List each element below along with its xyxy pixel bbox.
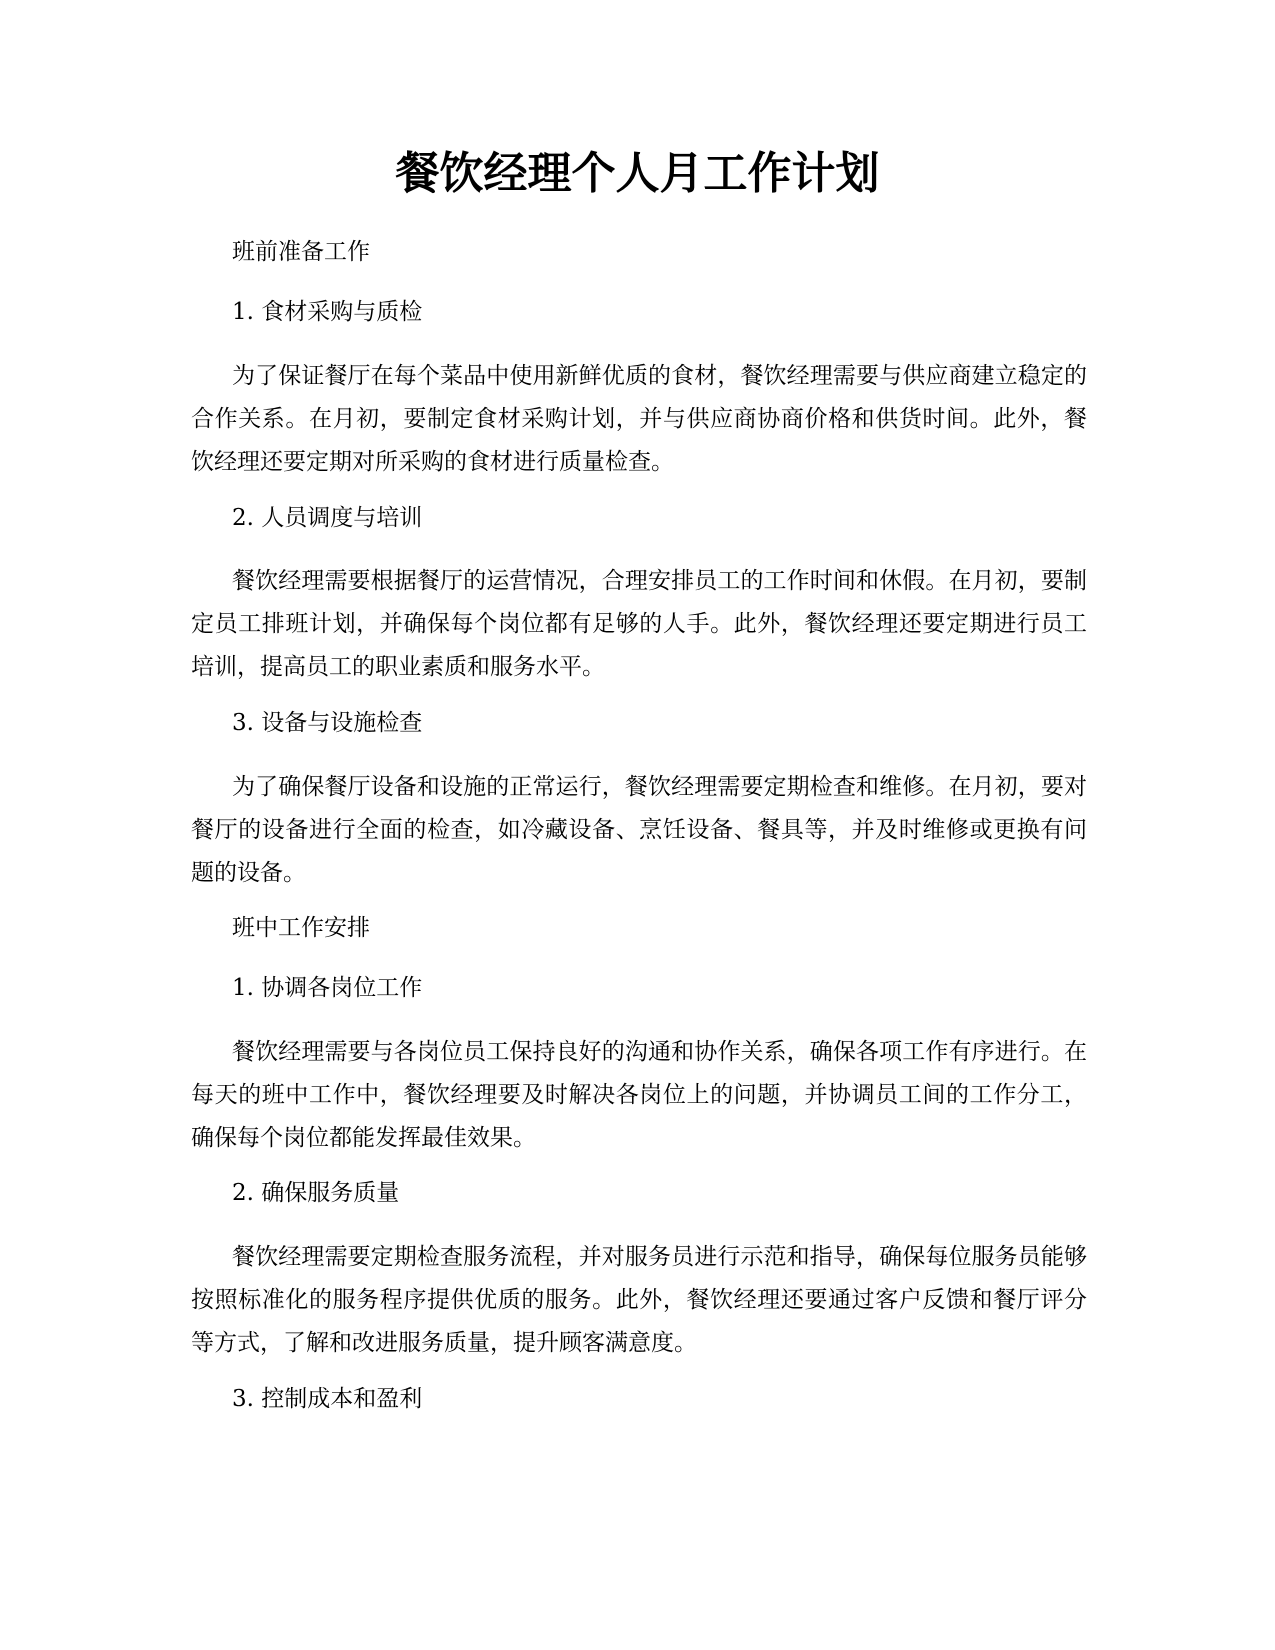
item-paragraph: 为了确保餐厅设备和设施的正常运行，餐饮经理需要定期检查和维修。在月初，要对餐厅的设备进行全面的检查，如冷藏设备、烹饪设备、餐具等，并及时维修或更换有问题的设备。 <box>191 774 1087 886</box>
item-heading: 2. 人员调度与培训 <box>232 505 423 531</box>
item-heading: 3. 设备与设施检查 <box>232 710 423 736</box>
item-heading: 3. 控制成本和盈利 <box>232 1386 423 1412</box>
section-heading: 班前准备工作 <box>232 239 370 265</box>
document-title: 餐饮经理个人月工作计划 <box>395 148 880 199</box>
item-heading: 1. 食材采购与质检 <box>232 299 423 325</box>
item-paragraph: 餐饮经理需要定期检查服务流程，并对服务员进行示范和指导，确保每位服务员能够按照标准化的服务程序提供优质的服务。此外，餐饮经理还要通过客户反馈和餐厅评分等方式，了解和改进服务质量，提升顾客满意度。 <box>191 1244 1087 1356</box>
section-heading: 班中工作安排 <box>232 915 370 941</box>
item-heading: 2. 确保服务质量 <box>232 1180 400 1206</box>
item-paragraph: 餐饮经理需要与各岗位员工保持良好的沟通和协作关系，确保各项工作有序进行。在每天的班中工作中，餐饮经理要及时解决各岗位上的问题，并协调员工间的工作分工，确保每个岗位都能发挥最佳效果。 <box>191 1039 1087 1151</box>
item-paragraph: 为了保证餐厅在每个菜品中使用新鲜优质的食材，餐饮经理需要与供应商建立稳定的合作关系。在月初，要制定食材采购计划，并与供应商协商价格和供货时间。此外，餐饮经理还要定期对所采购的食材进行质量检查。 <box>191 363 1087 475</box>
item-heading: 1. 协调各岗位工作 <box>232 975 423 1001</box>
item-paragraph: 餐饮经理需要根据餐厅的运营情况，合理安排员工的工作时间和休假。在月初，要制定员工排班计划，并确保每个岗位都有足够的人手。此外，餐饮经理还要定期进行员工培训，提高员工的职业素质和服务水平。 <box>191 568 1087 680</box>
